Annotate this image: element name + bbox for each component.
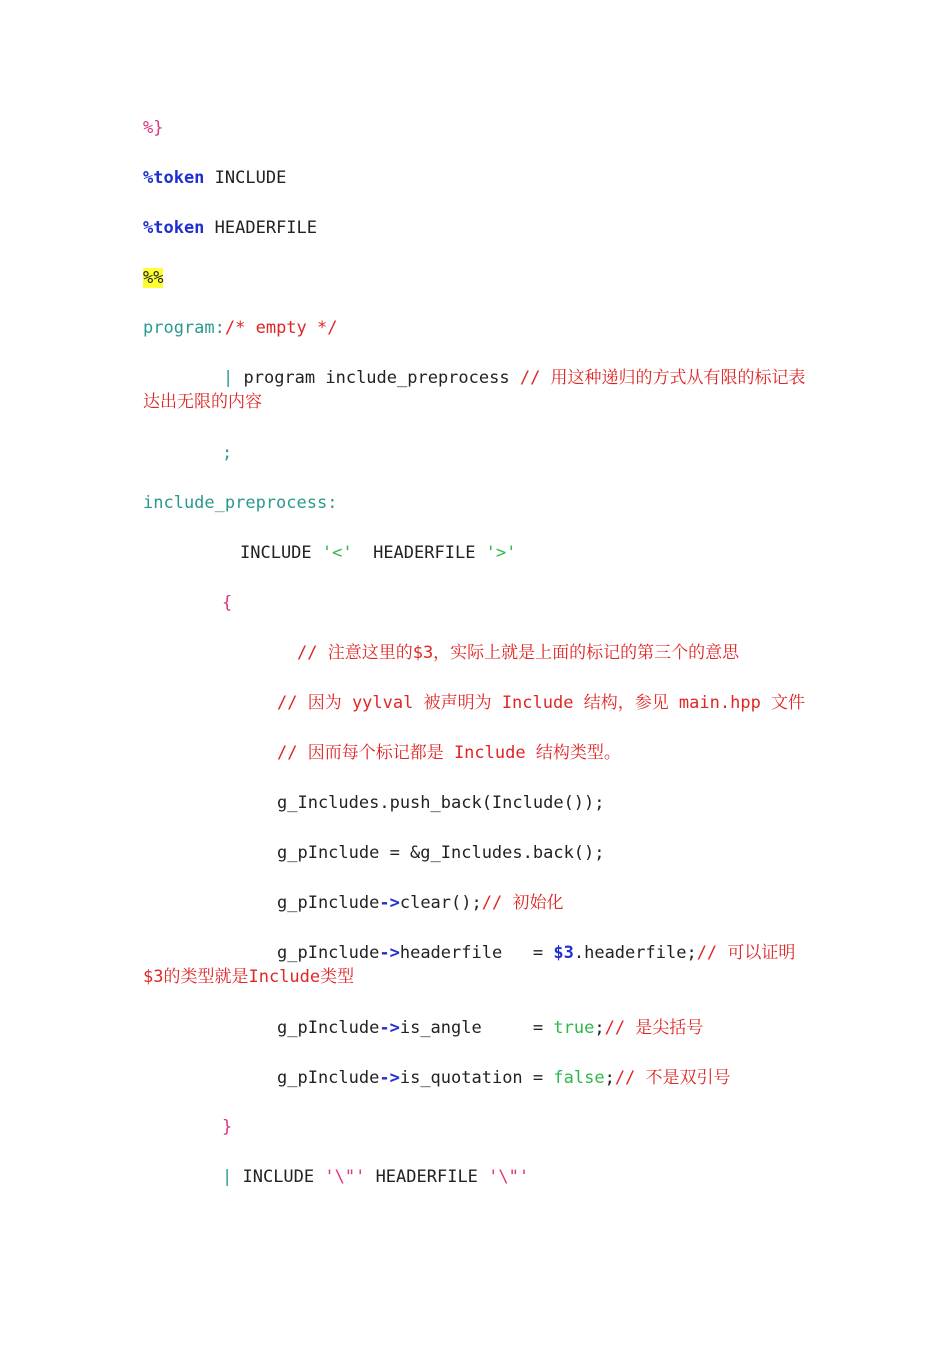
statement: is_angle =: [399, 1018, 554, 1038]
code-line-push-back: [277, 791, 605, 815]
identifier: g_pInclude: [277, 893, 380, 913]
comment: // 可以证明$3的类型就是Include类型: [143, 943, 796, 987]
code-line-block-open: [222, 591, 232, 615]
comment: // 不是双引号: [614, 1068, 731, 1088]
token-include: INCLUDE: [240, 543, 322, 563]
code-line-program-alt: [143, 366, 813, 414]
arrow-operator: ->: [379, 1018, 400, 1038]
alt-bar: |: [222, 1167, 233, 1187]
token-headerfile: HEADERFILE: [352, 543, 486, 563]
code-line-clear: [277, 891, 563, 915]
identifier: g_pInclude: [277, 1068, 380, 1088]
code-line-is-quotation: [277, 1066, 731, 1090]
token-name: HEADERFILE: [204, 218, 318, 238]
code-line-is-angle: [277, 1016, 703, 1040]
statement-tail: .headerfile;: [573, 943, 697, 963]
code-line-comment-1: [297, 641, 739, 665]
code-line-prologue-end: [143, 116, 163, 140]
comment: // 因为 yylval 被声明为 Include 结构，参见 main.hpp 文件: [277, 693, 806, 713]
token-include: INCLUDE: [232, 1167, 325, 1187]
boolean-literal: true: [553, 1018, 595, 1038]
semantic-value: $3: [553, 943, 574, 963]
literal-lt: '<': [321, 543, 353, 563]
code-line-comment-3: [277, 741, 621, 765]
comment: // 是尖括号: [604, 1018, 704, 1038]
rule-name: program:: [143, 318, 225, 338]
brace-close: }: [222, 1117, 233, 1137]
code-line-block-close: [222, 1115, 232, 1139]
code-line-headerfile: [143, 941, 813, 989]
alt-bar: |: [223, 368, 234, 388]
boolean-literal: false: [553, 1068, 605, 1088]
statement: g_Includes.push_back(Include());: [277, 793, 605, 813]
literal-quote-close: '\"': [488, 1167, 530, 1187]
rule-name: include_preprocess:: [143, 493, 338, 513]
token-headerfile: HEADERFILE: [365, 1167, 489, 1187]
identifier: g_pInclude: [277, 943, 380, 963]
statement: headerfile =: [399, 943, 554, 963]
token-keyword: %token: [143, 218, 205, 238]
arrow-operator: ->: [379, 1068, 400, 1088]
comment: // 因而每个标记都是 Include 结构类型。: [277, 743, 621, 763]
arrow-operator: ->: [379, 893, 400, 913]
rule-comment: /* empty */: [224, 318, 338, 338]
alt-comment: // 用这种递归的方式从有限的标记表达出无限的内容: [143, 368, 806, 412]
code-line-token-include: [143, 166, 286, 190]
prologue-end: %}: [143, 118, 164, 138]
statement: clear();: [399, 893, 482, 913]
token-keyword: %token: [143, 168, 205, 188]
section-separator: %%: [143, 268, 164, 288]
statement-tail: ;: [604, 1068, 615, 1088]
code-line-include-rule: [143, 491, 337, 515]
arrow-operator: ->: [379, 943, 400, 963]
literal-quote-open: '\"': [324, 1167, 366, 1187]
code-line-rule-end: [222, 441, 232, 465]
brace-open: {: [222, 593, 233, 613]
code-line-token-headerfile: [143, 216, 317, 240]
comment: // 注意这里的$3，实际上就是上面的标记的第三个的意思: [297, 643, 740, 663]
code-line-program-rule: [143, 316, 337, 340]
rule-terminator: ;: [222, 443, 233, 463]
code-line-include-angle: [240, 541, 516, 565]
alt-code: program include_preprocess: [233, 368, 520, 388]
statement: g_pInclude = &g_Includes.back();: [277, 843, 605, 863]
code-line-section-separator: [143, 266, 163, 290]
literal-gt: '>': [485, 543, 517, 563]
code-line-include-quote: [222, 1165, 529, 1189]
statement-tail: ;: [594, 1018, 605, 1038]
code-line-assign-back: [277, 841, 605, 865]
comment: // 初始化: [481, 893, 564, 913]
code-line-comment-2: [277, 691, 805, 715]
token-name: INCLUDE: [204, 168, 287, 188]
identifier: g_pInclude: [277, 1018, 380, 1038]
statement: is_quotation =: [399, 1068, 554, 1088]
